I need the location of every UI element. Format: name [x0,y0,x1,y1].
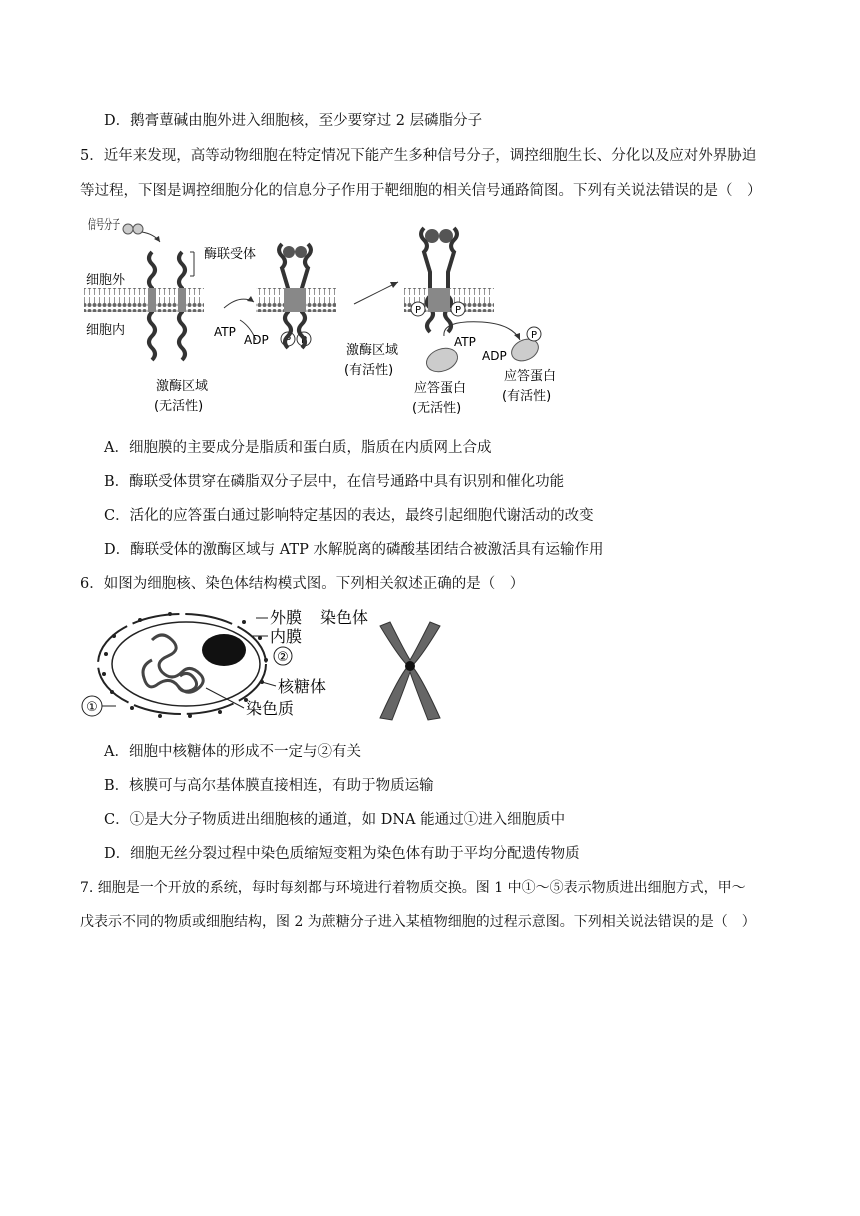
svg-text:P: P [530,330,538,341]
q6-option-d: D．细胞无丝分裂过程中染色质缩短变粗为染色体有助于平均分配遗传物质 [104,846,580,862]
svg-text:(无活性): (无活性) [412,401,462,416]
label-adp-2: ADP [482,349,507,363]
q5-option-d: D．酶联受体的激酶区域与 ATP 水解脱离的磷酸基团结合被激活具有运输作用 [104,542,604,558]
q5-option-a: A．细胞膜的主要成分是脂质和蛋白质，脂质在内质网上合成 [104,440,492,456]
label-response-protein-inactive: 应答蛋白 [414,381,467,396]
q7-stem-line1: 7. 细胞是一个开放的系统，每时每刻都与环境进行着物质交换。图 1 中①～⑤表示物质进出细胞方式，甲～ [80,880,746,896]
label-outside-cell: 细胞外 [86,273,126,288]
label-2: ② [277,650,289,665]
svg-text:P: P [300,335,308,346]
q5-signal-pathway-figure [82,212,582,420]
svg-text:P: P [454,305,462,316]
label-chromosome: 染色体 [320,608,369,627]
label-kinase-active: 激酶区域 [346,343,399,358]
q6-stem: 6．如图为细胞核、染色体结构模式图。下列相关叙述正确的是（ ） [80,576,525,592]
q6-option-a: A．细胞中核糖体的形成不一定与②有关 [104,744,361,760]
label-1: ① [86,700,98,715]
label-chromatin: 染色质 [246,699,295,718]
label-atp-2: ATP [454,335,476,349]
label-inactive: (无活性) [154,399,204,414]
label-enzyme-receptor: 酶联受体 [204,247,257,262]
q6-option-c: C．①是大分子物质进出细胞核的通道，如 DNA 能通过①进入细胞质中 [104,812,566,828]
label-signal-molecule: 信号分子 [88,218,141,233]
label-outer-membrane: 外膜 [270,608,303,627]
label-atp-1: ATP [214,325,236,339]
q6-option-b: B．核膜可与高尔基体膜直接相连，有助于物质运输 [104,778,434,794]
arrow-icon [354,282,398,304]
chromosome-shape [380,622,440,720]
q5-option-b: B．酶联受体贯穿在磷脂双分子层中，在信号通路中具有识别和催化功能 [104,474,565,490]
label-kinase-inactive: 激酶区域 [156,379,209,394]
q6-nucleus-chromosome-figure [80,606,450,728]
label-inside-cell: 细胞内 [86,323,126,338]
q7-stem-line2: 戊表示不同的物质或细胞结构，图 2 为蔗糖分子进入某植物细胞的过程示意图。下列相关说法错误的是（ ） [80,914,756,930]
q4-option-d: D．鹅膏蕈碱由胞外进入细胞核，至少要穿过 2 层磷脂分子 [104,113,483,129]
label-ribosome: 核糖体 [278,677,327,696]
q5-stem-line2: 等过程，下图是调控细胞分化的信息分子作用于靶细胞的相关信号通路简图。下列有关说法错误的是（ ） [80,183,762,199]
label-adp-1: ADP [244,333,269,347]
enzyme-receptor-active [421,228,457,332]
nucleolus-shape [202,634,246,666]
outer-membrane-shape [98,614,266,714]
q5-stem-line1: 5．近年来发现，高等动物细胞在特定情况下能产生多种信号分子，调控细胞生长、分化以及应对外界胁迫 [80,148,757,164]
label-inner-membrane: 内膜 [270,627,303,646]
q5-option-c: C．活化的应答蛋白通过影响特定基因的表达，最终引起细胞代谢活动的改变 [104,508,594,524]
chromatin-shape [143,635,203,692]
signal-molecule-icon [123,224,133,234]
svg-text:(有活性): (有活性) [502,389,552,404]
label-active: (有活性) [344,363,394,378]
label-response-protein-active: 应答蛋白 [504,369,557,384]
svg-text:P: P [414,305,422,316]
svg-text:P: P [284,335,292,346]
